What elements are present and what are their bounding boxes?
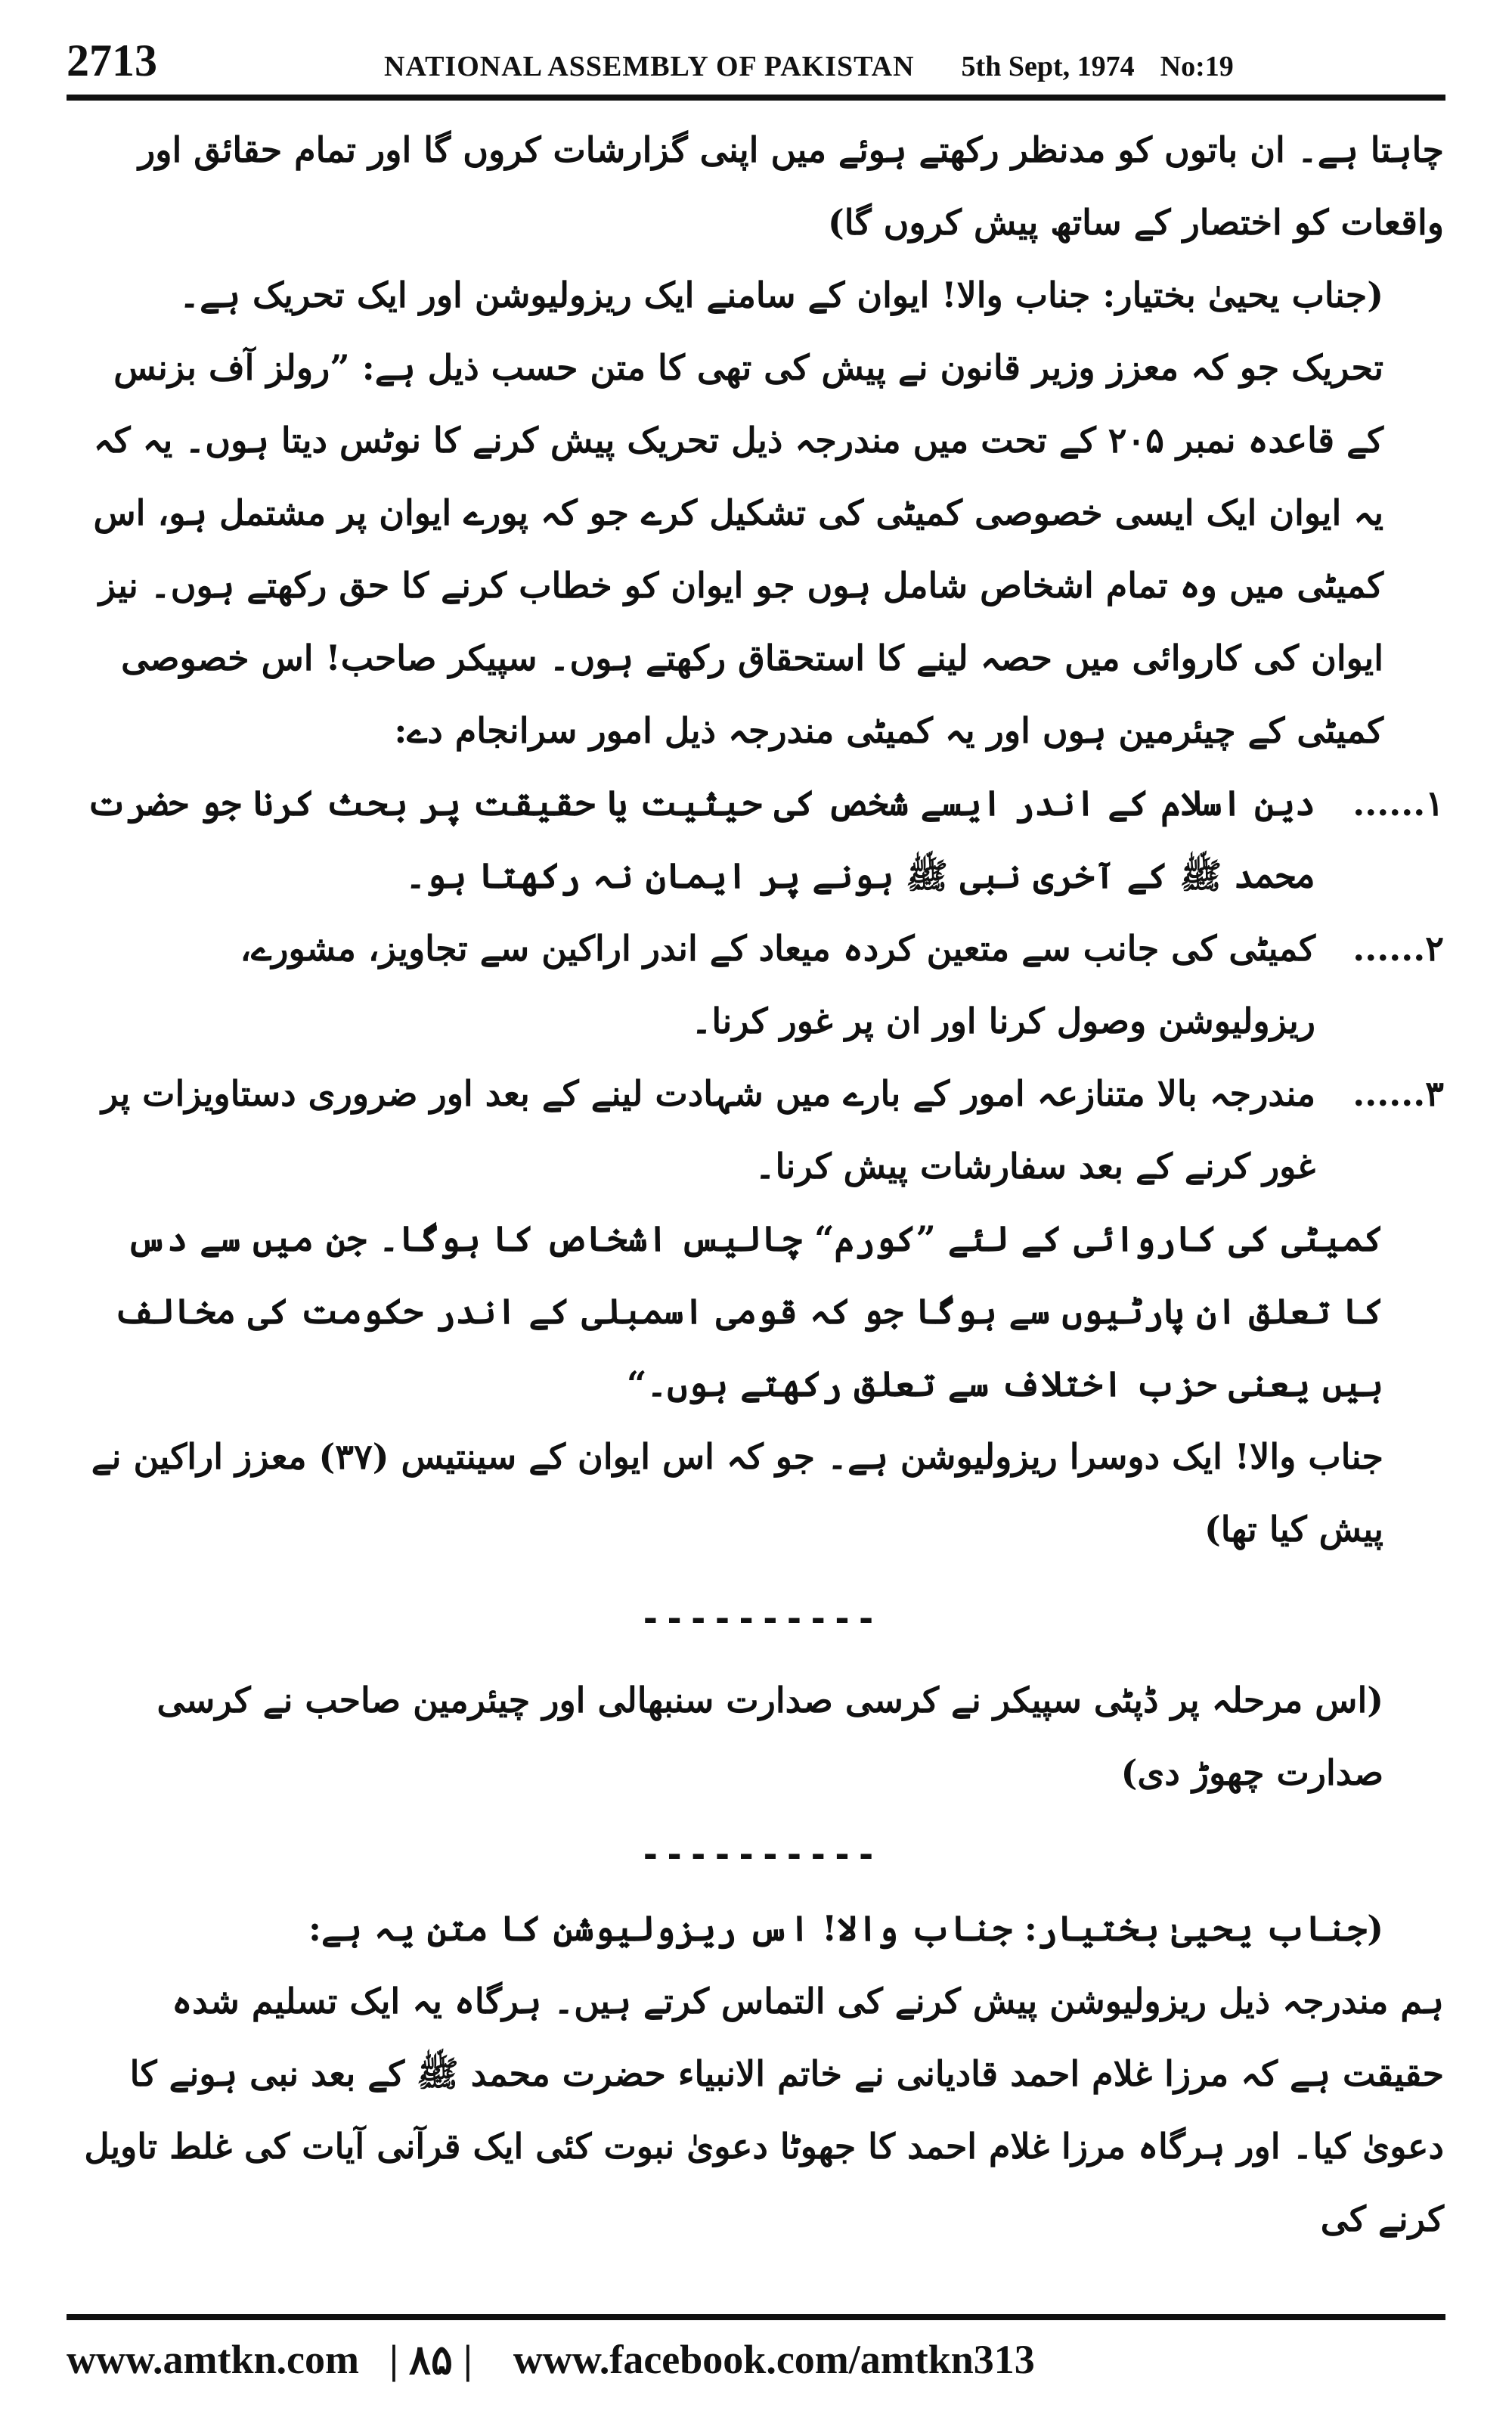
paragraph-resolution-text: (جناب یحییٰ بختیار: جناب والا! اس ریزولیوشن کا متن یہ ہے: <box>308 1908 1383 1949</box>
paragraph-motion: (جناب یحییٰ بختیار: جناب والا! ایوان کے سامنے ایک ریزولیوشن اور ایک تحریک ہے۔ تحریک جو کہ معزز وزیر قانون نے پیش کی تھی کا متن حسب ذیل ہے: ”رولز آف بزنس کے قاعدہ نمبر ۲۰۵ کے تحت میں مندرجہ ذیل تحریک پیش کرنے کا نوٹس دیتا ہوں۔ یہ کہ یہ ایوان ایک ایسی خصوصی کمیٹی کی تشکیل کرے جو کہ پورے ایوان پر مشتمل ہو، اس کمیٹی میں وہ تمام اشخاص شامل ہوں جو ایوان کو خطاب کرنے کا حق رکھتے ہوں۔ نیز ایوان کی کاروائی میں حصہ لینے کا استحقاق رکھتے ہوں۔ سپیکر صاحب! اس خصوصی کمیٹی کے چیئرمین ہوں اور یہ کمیٹی مندرجہ ذیل امور سرانجام دے: <box>93 275 1383 751</box>
page-number: 2713 <box>67 36 157 85</box>
page-footer: www.amtkn.com | ۸۵ | www.facebook.com/amtkn313 <box>67 2337 1035 2383</box>
list-item <box>76 1057 1444 1202</box>
paragraph-deputy-speaker: (اس مرحلہ پر ڈپٹی سپیکر نے کرسی صدارت سنبھالی اور چیئرمین صاحب نے کرسی صدارت چھوڑ دی) <box>156 1680 1383 1793</box>
list-item-number: ۳...... <box>1352 1073 1444 1114</box>
publication-title: NATIONAL ASSEMBLY OF PAKISTAN <box>384 51 915 82</box>
paragraph-intro: چاہتا ہے۔ ان باتوں کو مدنظر رکھتے ہوئے میں اپنی گزارشات کروں گا اور تمام حقائق اور واقعات کو اختصار کے ساتھ پیش کروں گا) <box>138 129 1444 243</box>
website-link[interactable]: www.amtkn.com <box>67 2337 359 2382</box>
list-item-number: ۱...... <box>1352 783 1444 824</box>
list-item <box>76 912 1444 1057</box>
section-divider: ---------- <box>640 1834 880 1875</box>
footer-rule <box>67 2314 1445 2320</box>
list-item-text: دین اسلام کے اندر ایسے شخص کی حیثیت یا حقیقت پر بحث کرنا جو حضرت محمد ﷺ کے آخری نبی ﷺ ہونے پر ایمان نہ رکھتا ہو۔ <box>86 783 1315 896</box>
document-body <box>76 113 1444 2255</box>
issue-number: No:19 <box>1160 51 1234 82</box>
paragraph-quorum: کمیٹی کی کاروائی کے لئے ”کورم“ چالیس اشخاص کا ہوگا۔ جن میں سے دس کا تعلق ان پارٹیوں سے ہوگا جو کہ قومی اسمبلی کے اندر حکومت کی مخالف ہیں یعنی حزب اختلاف سے تعلق رکھتے ہوں۔“ <box>113 1218 1383 1404</box>
list-item <box>76 767 1444 912</box>
section-divider: ---------- <box>640 1598 880 1639</box>
paragraph-resolution-body: ہم مندرجہ ذیل ریزولیوشن پیش کرنے کی التماس کرتے ہیں۔ ہرگاہ یہ ایک تسلیم شدہ حقیقت ہے کہ مرزا غلام احمد قادیانی نے خاتم الانبیاء حضرت محمد ﷺ کے بعد نبی ہونے کا دعویٰ کیا۔ اور ہرگاہ مرزا غلام احمد کا جھوٹا دعویٰ نبوت کئی ایک قرآنی آیات کی غلط تاویل کرنے کی <box>84 1981 1444 2239</box>
list-item-text: کمیٹی کی جانب سے متعین کردہ میعاد کے اندر اراکین سے تجاویز، مشورے، ریزولیوشن وصول کرنا اور ان پر غور کرنا۔ <box>240 928 1315 1041</box>
page-header <box>67 30 1445 83</box>
session-date: 5th Sept, 1974 <box>961 51 1135 82</box>
paragraph-second-resolution: جناب والا! ایک دوسرا ریزولیوشن ہے۔ جو کہ اس ایوان کے سینتیس (۳۷) معزز اراکین نے پیش کیا تھا) <box>91 1436 1383 1550</box>
footer-page-number: ۸۵ <box>408 2337 453 2383</box>
facebook-link[interactable]: www.facebook.com/amtkn313 <box>513 2337 1035 2382</box>
list-item-text: مندرجہ بالا متنازعہ امور کے بارے میں شہادت لینے کے بعد اور ضروری دستاویزات پر غور کرنے کے بعد سفارشات پیش کرنا۔ <box>101 1073 1315 1187</box>
list-item-number: ۲...... <box>1352 928 1444 969</box>
header-rule <box>67 95 1445 101</box>
